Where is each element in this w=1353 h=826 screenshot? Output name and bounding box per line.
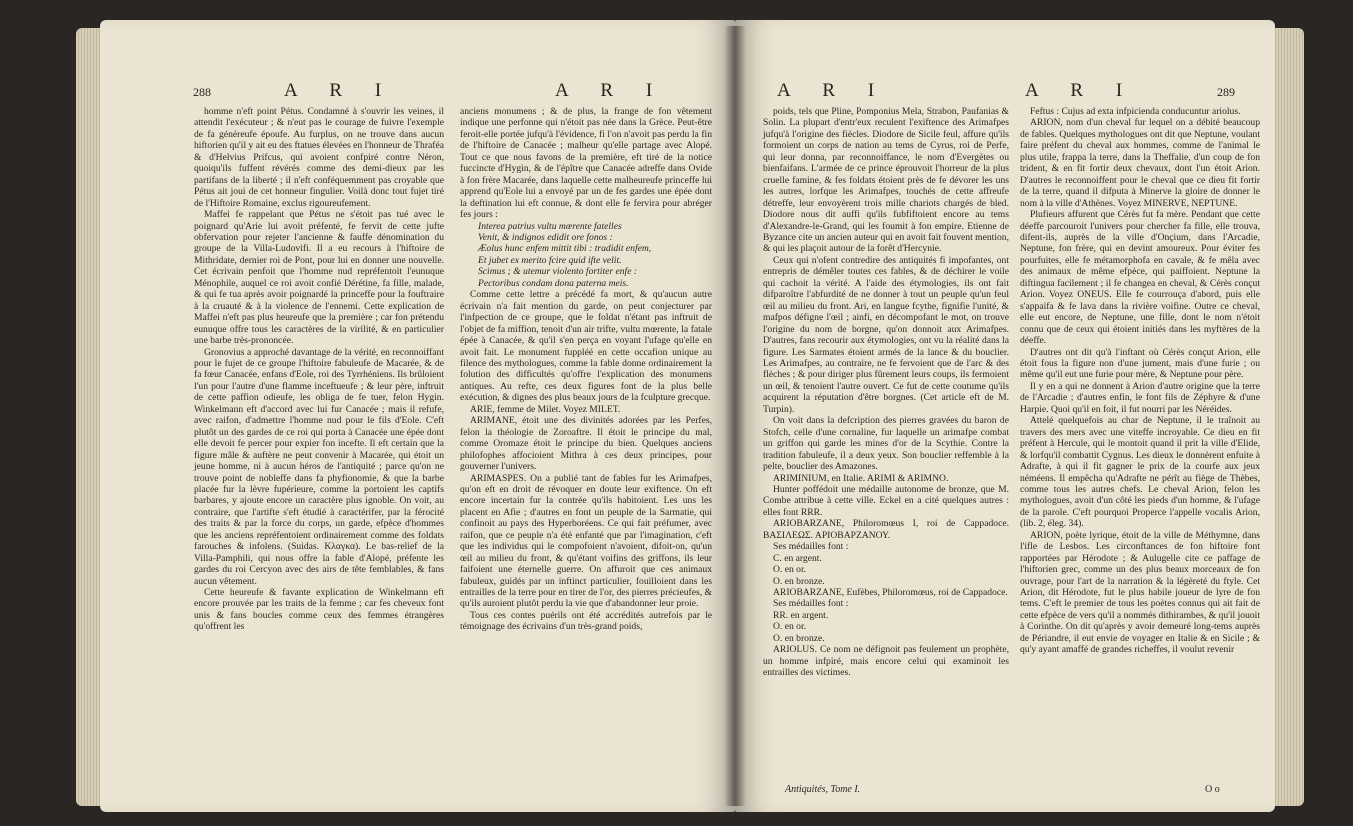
- paragraph: Il y en a qui ne donnent à Arion d'autre origine que la terre de l'Arcadie ; d'autres enfin, le font fils de Zéphyre & d'une Harpie. Quoi qu'il en foit, il fut nourri par les Néréides.: [1020, 380, 1260, 415]
- paragraph: Tous ces contes puérils ont été accrédités autrefois par le témoignage des écrivains d'un très-grand poids,: [460, 609, 712, 633]
- verse-line: Interea patrius vultu mœrente fatelles: [478, 220, 622, 232]
- running-head: A R I: [777, 80, 889, 101]
- paragraph: Attelé quelquefois au char de Neptune, il le traînoit au travers des mers avec une viteffe incroyable. Ce dieu en fit préfent à Hercule, qui le montoit quand il prit la ville d'Elide, & lorfqu'il combattit Cygnus. Les dieux le donnèrent enfuite à Adrafte, à qui il fit gagner le prix de la courfe aux jeux néméens. Il empêcha qu'Adrafte ne pérît au fiège de Thèbes, comme tous les autres chefs. Le cheval Arion, felon les mythologues, avoit d'un côté les pieds d'un homme, & l'ufage de la parole. C'eft pourquoi Properce l'appelle vocalis Arion, (lib. 2, éleg. 34).: [1020, 415, 1260, 530]
- left-page: [100, 20, 735, 812]
- paragraph: On voit dans la defcription des pierres gravées du baron de Stofch, celle d'une cornaline, fur laquelle un arimafpe combat un griffon qui garde les mines d'or de la Scythie. Contre la tradition fabuleufe, il a deux yeux. Son bouclier reffemble à la pelte, bouclier des Amazones.: [763, 415, 1009, 473]
- paragraph: Gronovius a approché davantage de la vérité, en reconnoiffant pour le fujet de ce groupe l'hiftoire fabuleufe de Macarée, & de fa fœur Canacée, enfans d'Eole, roi des Tyrrhéniens. Ils brûloient l'un pour l'autre d'une flamme inceftueufe ; & leur père, inftruit de cette paffion odieufe, les obliga de fe tuer, felon Hygin. Winkelmann eft d'accord avec lui fur Canacée ; mais il refufe, avec raifon, d'admettre l'homme nud pour le fils d'Eole. C'eft plutôt un des gardes de ce roi qui porta à Canacée une épée dont elle devoit fe percer pour expier fon incefte. Il eft certain que la figure mâle & auftère ne peut convenir à Macarée, qui étoit un jeune homme, ni à aucun héros de l'antiquité ; parce qu'on ne trouve point de nobleffe dans fa phyfionomie, & que la barbe placée fur la lèvre fupérieure, comme la portoient les captifs barbares, y ajoute encore un caractère plus ignoble. On voit, au contraire, que l'artifte s'eft étudié à caractérifer, par la férocité des traits & par la force du corps, un garde, efpèce d'hommes que les anciens repréfentoient ordinairement comme des foldats farouches & infolens. (Suidas. Κλαγκα). Le bas-relief de la Villa-Pamphili, qui nous offre la fable d'Alopé, préfente les gardes du roi Cercyon avec des airs de tête femblables, & fans aucun vêtement.: [194, 346, 444, 587]
- volume-footer: Antiquités, Tome I.: [785, 784, 861, 795]
- paragraph: Hunter poffédoit une médaille autonome de bronze, que M. Combe attribue à cette ville. Eckel en a cité quelques autres : elles font RRR.: [763, 483, 1009, 518]
- running-head: A R I: [555, 80, 667, 101]
- paragraph: poids, tels que Pline, Pomponius Mela, Strabon, Paufanias & Solin. La plupart d'entr'eux reculent l'exiftence des Arimafpes jufqu'à l'origine des fiècles. Diodore de Sicile feul, affure qu'ils formoient un corps de nation au tems de Cyrus, roi de Perfe, qui leur donna, par reconnoiffance, le nom d'Evergètes ou bienfaifans. L'armée de ce prince éprouvoit l'horreur de la plus cruelle famine, & fes foldats étoient près de fe dévorer les uns les autres, lorfque les Arimafpes, touchés de cette affreufe détreffe, leur envoyèrent trois mille chariots chargés de bled. Diodore nous dit auffi qu'ils fubfiftoient encore au tems d'Alexandre-le-Grand, qui les foumit à fon empire. Etienne de Byzance cite un ancien auteur qui en avoit fait fouvent mention, & qui les plaçoit autour de la forêt d'Hercynie.: [763, 106, 1009, 255]
- paragraph: ARIMINIUM, en Italie. ARIMI & ARIMNO.: [773, 472, 949, 484]
- paragraph: Maffei fe rappelant que Pétus ne s'étoit pas tué avec le poignard qu'Arie lui avoit préfenté, fe fervit de cette jufte obfervation pour rejeter l'ancienne & fauffe dénomination du groupe de la Villa-Ludovifi. Il a eu recours à l'hiftoire de Mithridate, dernier roi de Pont, pour lui en donner une nouvelle. Cet écrivain penfoit que l'homme nud repréfentoit l'eunuque Ménophile, auquel ce roi avoit confié Dérétine, fa fille, malade, & qui fe tua après avoir poignardé la princeffe pour la fouftraire à la cruauté & à la violence de l'ennemi. Cette explication de Maffei n'eft pas plus heureufe que la première ; car fon prétendu eunuque offre tous les caractères de la virilité, & en particulier une barbe très-prononcée.: [194, 209, 444, 347]
- running-head: A R I: [284, 80, 396, 101]
- paragraph: ARION, poète lyrique, étoit de la ville de Méthymne, dans l'ifle de Lesbos. Les circonftances de fon hiftoire font rapportées par Hérodote ; & Aulugelle cite ce paffage de l'hiftorien grec, comme un des plus beaux morceaux de fon ouvrage, pour l'art de la narration & la légèreté du ftyle. Cet Arion, dit Hérodote, fut le plus habile joueur de lyre de fon tems. C'eft le premier de tous les poètes connus qui ait fait de cette efpèce de vers qu'il a nommés dithirambes, & qu'il jouoit à Corinthe. On dit qu'après y avoir demeuré long-tems auprès de Périandre, il eut envie de voyager en Italie & en Sicile ; & qu'y ayant amaffé de grandes richeffes, il voulut revenir: [1020, 529, 1260, 656]
- paragraph: O. en or.: [773, 621, 807, 633]
- paragraph: Comme cette lettre a précédé fa mort, & qu'aucun autre écrivain n'a fait mention du garde, on peut conjecturer par l'infpection de ce groupe, que le foldat n'étant pas inftruit de l'objet de fa miffion, tenoit d'un air trifte, vultu mœrente, la fatale épée à Canacée, & qu'il s'en perça en voyant l'ufage qu'elle en avoit fait. Le monument fuppléé en cette occafion unique au filence des mythologues, comme la fable donne ordinairement la folution des difficultés qu'offre l'explication des monumens antiques. Au refte, ces deux figures font de la plus belle exécution, & dignes des plus beaux jours de la fculpture grecque.: [460, 289, 712, 404]
- text-column-2: [460, 106, 712, 633]
- paragraph: Ceux qui n'ofent contredire des antiquités fi impofantes, ont entrepris de démêler toutes ces fables, & de déchirer le voile qui cachoit la vérité. A l'aide des étymologies, ils ont fait difparoître l'abfurdité de ne donner à tout un peuple qu'un feul œil au milieu du front. Ari, en langue fcythe, fignifie l'unité, & mafpos défigne l'œil ; ainfi, en décompofant le mot, on trouve l'origine du nom de borgne, qu'on donnoit aux Arimafpes. D'autres, fans recourir aux étymologies, ont vu la réalité dans la figure. Les Sarmates étoient armés de la lance & du bouclier. Les Arimafpes, au contraire, ne fe fervoient que de l'arc & des flèches ; & pour diriger plus fûrement leurs coups, ils fermoient un œil, & tenoient l'autre ouvert. Ce fut de cette coutume qu'ils acquirent la réputation d'être borgnes. (Cet article eft de M. Turpin).: [763, 254, 1009, 415]
- verse-line: Pectoribus condam dona paterna meis.: [478, 277, 629, 289]
- paragraph: ARIMASPES. On a publié tant de fables fur les Arimafpes, qu'on eft en droit de révoquer en doute leur exiftence. On eft encore incertain fur la contrée qu'ils habitoient. Les uns les placent en Afie ; d'autres en font un peuple de la Sarmatie, qui confinoit au pays des Hyperboréens. Ce qui fait préfumer, avec raifon, que ce peuple n'a été enfanté que par l'imagination, c'eft que les individus qui le compofoient n'avoient, difoit-on, qu'un œil au milieu du front, & qu'étant voifins des griffons, ils leur faifoient une éternelle guerre. On affuroit que ces animaux fabuleux, guidés par un inftinct particulier, fouilloient dans les entrailles de la terre pour en tirer de l'or, des pierres précieufes, & qu'ils auroient plutôt perdu la vie que d'abandonner leur proie.: [460, 472, 712, 610]
- paragraph: ARIE, femme de Milet. Voyez MILET.: [470, 403, 621, 415]
- paragraph: Feftus : Cujus ad exta infpicienda conducuntur ariolus.: [1030, 106, 1241, 117]
- paragraph: ARION, nom d'un cheval fur lequel on a débité beaucoup de fables. Quelques mythologues ont dit que Neptune, voulant faire préfent du cheval aux hommes, comme de l'animal le plus utile, frappa la terre, dans la Theffalie, d'un coup de fon trident, & en fit fortir deux chevaux, dont l'un étoit Arion. D'autres le reconnoiffent pour le cheval que ce dieu fit fortir de la terre, quand il difputa à Minerve la gloire de donner le nom à la ville d'Athènes. Voyez MINERVE, NEPTUNE.: [1020, 117, 1260, 209]
- right-page-edges: [1270, 28, 1304, 806]
- paragraph: Ses médailles font :: [773, 541, 849, 553]
- verse-line: Æolus hunc enfem mittit tibi : tradidit enfem,: [478, 243, 652, 255]
- verse-line: Scimus ; & utemur violento fortiter enfe :: [478, 266, 638, 278]
- page-number: 289: [1217, 85, 1235, 99]
- verse-line: Et jubet ex merito fcire quid ifte velit.: [478, 254, 622, 266]
- paragraph: C. en argent.: [773, 552, 822, 564]
- book-gutter: [724, 26, 746, 806]
- paragraph: ARIOLUS. Ce nom ne défignoit pas feulement un prophète, un homme infpiré, mais encore celui qui examinoit les entrailles des victimes.: [763, 644, 1009, 679]
- running-head: A R I: [1025, 80, 1137, 101]
- paragraph: Ses médailles font :: [773, 598, 849, 610]
- text-column-4: [1020, 106, 1260, 656]
- paragraph: Cette heureufe & favante explication de Winkelmann eft encore prouvée par les traits de la femme ; car fes cheveux font unis & fans boucles comme ceux des femmes étrangères qu'offrent les: [194, 587, 444, 633]
- verse-line: Venit, & indignos edidit ore fonos :: [478, 231, 613, 243]
- paragraph: ARIOBARZANE, Philoromœus I, roi de Cappadoce. ΒΑΣΙΛΕΩΣ. ΑΡΙΟΒΑΡΖΑΝΟΥ.: [763, 518, 1009, 541]
- paragraph: anciens monumens ; & de plus, la frange de fon vêtement indique une perfonne qui n'étoit pas née dans la Grèce. Peut-être feroit-elle portée jufqu'à l'évidence, fi l'on n'avoit pas perdu la fin de l'hiftoire de Canacée ; malheur qu'elle partage avec Alopé. Tout ce que nous favons de la première, eft tiré de la notice fuccincte d'Hygin, & de l'épître que Canacée adreffe dans Ovide à fon frère Macarée, dans laquelle cette malheureufe princeffe lui apprend qu'Eole lui a envoyé par un de fes gardes une épée dont la deftination lui eft connue, & dont elle fe fervira pour abréger fes jours :: [460, 106, 712, 221]
- signature-mark: O o: [1205, 784, 1220, 795]
- paragraph: ARIOBARZANE, Eufèbes, Philoromœus, roi de Cappadoce.: [773, 587, 1008, 599]
- verse-quote: [460, 221, 712, 290]
- text-column-2-body: [460, 289, 712, 633]
- paragraph: Plufieurs affurent que Cérès fut fa mère. Pendant que cette déeffe parcouroit l'univers pour chercher fa fille, elle trouva, difent-ils, auprès de la ville d'Onçium, dans l'Arcadie, Neptune, fon frère, qui en devint amoureux. Pour éviter fes pourfuites, elle fe métamorphofa en cavale, & fe mêla avec des animaux de même efpèce, qui paiffoient. Neptune la diftingua facilement ; il fe changea en cheval, & Cérès conçut Arion. Voyez ONEUS. Elle fe courrouça d'abord, puis elle s'appaifa & fe lava dans la rivière voifine. Outre ce cheval, elle eut encore, de Neptune, une fille, dont le nom n'étoit connu que de ceux qui étoient initiés dans les myftères de la déeffe.: [1020, 209, 1260, 347]
- paragraph: RR. en argent.: [773, 609, 829, 621]
- paragraph: ARIMANE, étoit une des divinités adorées par les Perfes, felon la théologie de Zoroaftre. Il étoit le principe du mal, comme Oromaze étoit le principe du bien. Quelques anciens philofophes affocioient Mithra à ces deux principes, pour gouverner l'univers.: [460, 415, 712, 473]
- open-book: [60, 8, 1310, 820]
- text-column-3: [763, 106, 1009, 679]
- right-page: [735, 20, 1275, 812]
- paragraph: homme n'eft point Pétus. Condamné à s'ouvrir les veines, il attendit l'exécuteur ; & n'eut pas le courage de fuivre l'exemple de fa généreufe époufe. Au furplus, on ne trouve dans aucun hiftorien qu'il y ait eu des ftatues élevées en l'honneur de Thraféa & d'Helvius Prifcus, qui avoient confpiré contre Néron, quoiqu'ils fuffent révérés comme des demi-dieux par les partifans de la liberté ; il n'eft conféquemment pas croyable que Pétus ait joui de cet honneur fingulier. Voilà donc tout fujet tiré de l'Hiftoire Romaine, exclus rigoureufement.: [194, 106, 444, 209]
- page-number: 288: [193, 85, 211, 99]
- paragraph: O. en bronze.: [773, 632, 825, 644]
- paragraph: O. en or.: [773, 564, 807, 576]
- paragraph: D'autres ont dit qu'à l'inftant où Cérès conçut Arion, elle étoit fous la figure non d'une jument, mais d'une furie ; ou même qu'il eut une furie pour mère, & Neptune pour père.: [1020, 346, 1260, 381]
- paragraph: O. en bronze.: [773, 575, 825, 587]
- text-column-1: [194, 106, 444, 633]
